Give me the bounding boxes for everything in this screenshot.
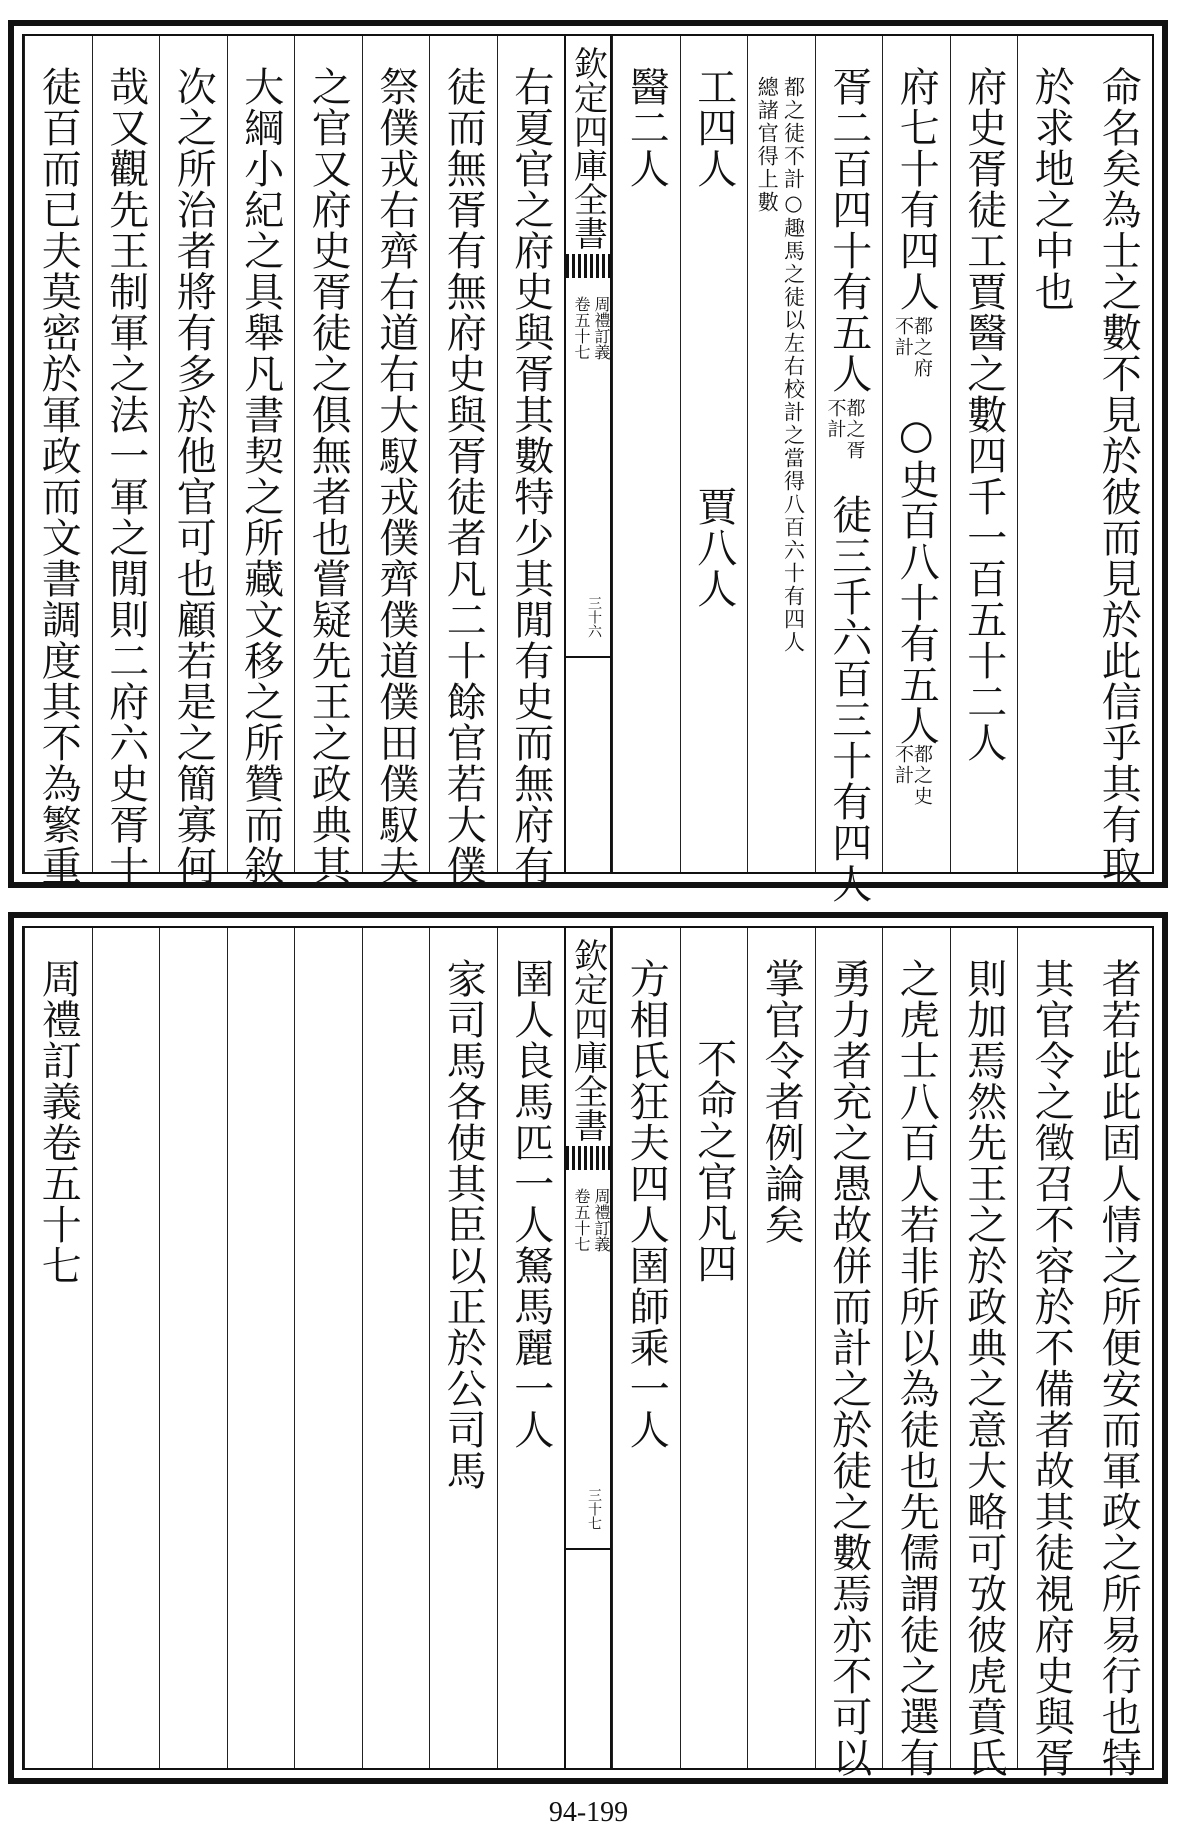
lower-rule (566, 656, 610, 658)
text-column (362, 36, 430, 886)
column-text: 之官又府史胥徒之俱無者也嘗疑先王之政典其 (305, 66, 352, 886)
text-column (882, 928, 950, 1778)
column-text-continued: 賈八人 (690, 486, 737, 609)
text-column (429, 928, 497, 1768)
column-text: 家司馬各使其臣以正於公司馬 (440, 958, 487, 1491)
text-column (497, 36, 565, 886)
column-text: 方相氏狂夫四人圉師乘一人 (623, 958, 670, 1450)
column-text-continued: ○史百八十有五人 (893, 412, 940, 746)
leaf-number: 三十六 (586, 596, 602, 638)
lower-rule (566, 1548, 610, 1550)
chapter-title: 周禮訂義 (592, 296, 611, 360)
text-column (1017, 36, 1085, 872)
text-column (612, 36, 680, 872)
text-column (497, 928, 565, 1768)
center-column (564, 36, 612, 872)
text-column (612, 928, 680, 1768)
column-text: 則加焉然先王之於政典之意大略可攷彼虎賁氏 (960, 958, 1007, 1778)
column-text: 祭僕戎右齊右道右大馭戎僕齊僕道僕田僕馭夫 (372, 66, 419, 886)
column-text: 府七十有四人 (893, 66, 940, 312)
column-text: 徒百而已夫莫密於軍政而文書調度其不為繁重 (35, 66, 82, 886)
text-column (362, 928, 430, 1768)
text-column (680, 928, 748, 1768)
column-text: 勇力者充之愚故併而計之於徒之數焉亦不可以 (825, 958, 872, 1778)
annotation-note: 都之府不計 (892, 316, 933, 379)
annotation-note: 都之史不計 (892, 744, 933, 807)
column-text: 次之所治者將有多於他官可也顧若是之簡寡何 (170, 66, 217, 886)
column-text: 胥二百四十有五人 (825, 66, 872, 394)
column-text: 於求地之中也 (1028, 66, 1075, 312)
page-number: 94-199 (548, 1797, 629, 1828)
text-column (1085, 928, 1153, 1778)
text-column (294, 928, 362, 1768)
volume-label: 卷五十七 (572, 296, 591, 360)
text-column (92, 36, 160, 886)
top-text-area (22, 34, 1154, 904)
book-title: 欽定四庫全書 (567, 46, 608, 250)
column-text: 之虎士八百人若非所以為徒也先儒謂徒之選有 (893, 958, 940, 1778)
leaf-number: 三十七 (586, 1488, 602, 1530)
text-column (747, 928, 815, 1768)
fishtail-mark (566, 254, 610, 278)
column-text-continued: 徒三千六百三十有四人 (825, 494, 872, 904)
text-column (227, 928, 295, 1768)
column-text: 掌官令者例論矣 (758, 958, 805, 1245)
column-text: 周禮訂義卷五十七 (35, 958, 82, 1286)
column-text: 右夏官之府史與胥其數特少其閒有史而無府有 (507, 66, 554, 886)
text-column (747, 36, 815, 872)
bottom-text-area (22, 926, 1154, 1778)
text-column (92, 928, 160, 1768)
book-title: 欽定四庫全書 (567, 938, 608, 1142)
text-column (24, 36, 92, 886)
column-text: 其官令之徵召不容於不備者故其徒視府史與胥 (1028, 958, 1075, 1778)
column-text: 醫二人 (623, 66, 670, 189)
annotation-note: 都之徒不計○趣馬之徒以左右校計之當得八百六十有四人總諸官得上數 (755, 76, 806, 654)
column-text: 圉人良馬匹一人駑馬麗一人 (507, 958, 554, 1450)
text-column (950, 928, 1018, 1778)
column-text: 大綱小紀之具舉凡書契之所藏文移之所贊而敘 (237, 66, 284, 886)
column-text: 者若此此固人情之所便安而軍政之所易行也特 (1095, 958, 1142, 1778)
column-text: 徒而無胥有無府史與胥徒者凡二十餘官若大僕 (440, 66, 487, 886)
text-column (294, 36, 362, 886)
text-column (815, 928, 883, 1778)
fishtail-mark (566, 1146, 610, 1170)
text-column (1017, 928, 1085, 1778)
bottom-page (8, 912, 1168, 1784)
text-column (950, 36, 1018, 872)
text-column (429, 36, 497, 886)
text-column (882, 36, 950, 872)
chapter-title: 周禮訂義 (592, 1188, 611, 1252)
text-column (24, 928, 92, 1768)
text-column (1085, 36, 1153, 886)
text-column (227, 36, 295, 886)
column-text: 工四人 (690, 66, 737, 189)
column-text: 不命之官凡四 (690, 1038, 737, 1284)
top-page (8, 20, 1168, 904)
text-column (815, 36, 883, 904)
text-column (159, 928, 227, 1768)
annotation-note: 都之胥不計 (824, 398, 866, 461)
volume-label: 卷五十七 (572, 1188, 591, 1252)
center-column (564, 928, 612, 1768)
text-column (680, 36, 748, 872)
column-text: 命名矣為士之數不見於彼而見於此信乎其有取 (1095, 66, 1142, 886)
column-text: 哉又觀先王制軍之法一軍之閒則二府六史胥十 (102, 66, 149, 886)
text-column (159, 36, 227, 886)
column-text: 府史胥徒工賈醫之數四千一百五十二人 (960, 66, 1007, 763)
